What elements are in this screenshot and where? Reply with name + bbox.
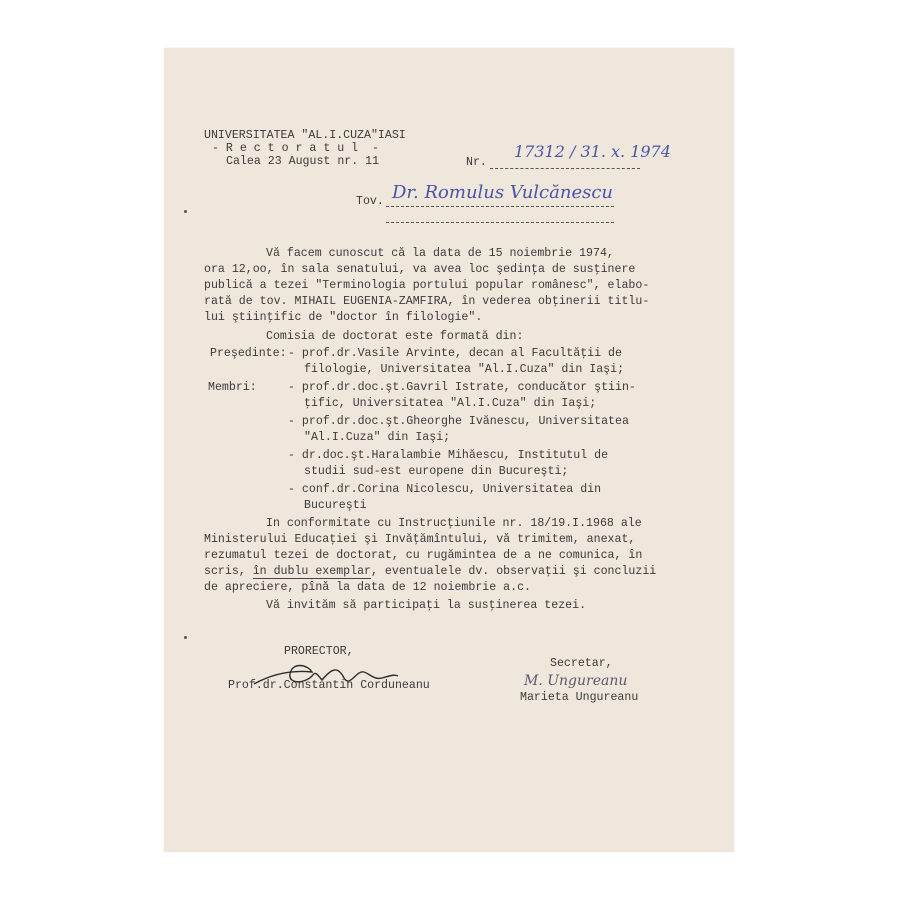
secretary-title: Secretar, xyxy=(550,657,613,670)
body-line: ora 12,oo, în sala senatului, va avea loc şedinţa de susţinere xyxy=(204,263,636,276)
body-line xyxy=(204,566,656,578)
body-line: publică a tezei "Terminologia portului popular românesc", elabo- xyxy=(204,279,650,292)
committee-member-detail: filologie, Universitatea "Al.I.Cuza" din Iaşi; xyxy=(304,363,625,376)
committee-member: - prof.dr.Vasile Arvinte, decan al Facultăţii de xyxy=(288,347,622,360)
addressee-name-handwritten: Dr. Romulus Vulcănescu xyxy=(392,182,614,203)
body-line: Vă facem cunoscut că la data de 15 noiembrie 1974, xyxy=(266,247,614,260)
body-line: de apreciere, pînă la data de 12 noiembrie a.c. xyxy=(204,581,531,594)
committee-intro: Comisia de doctorat este formată din: xyxy=(266,330,524,343)
body-line: Vă invităm să participaţi la susţinerea tezei. xyxy=(266,599,587,612)
underlined-text: în dublu exemplar xyxy=(252,565,371,578)
punch-mark xyxy=(184,636,187,639)
rectorate-label: - R e c t o r a t u l - xyxy=(212,142,379,155)
body-text: , eventualele dv. observaţii şi concluzii xyxy=(370,565,657,578)
document-page xyxy=(164,48,734,852)
body-line: In conformitate cu Instrucţiunile nr. 18/19.I.1968 ale xyxy=(266,517,642,530)
body-line: lui ştiinţific de "doctor în filologie". xyxy=(204,311,483,324)
reference-number-handwritten: 17312 / 31. x. 1974 xyxy=(514,142,671,161)
addressee-dashed-line-1 xyxy=(386,206,614,207)
committee-member-detail: studii sud-est europene din Bucureşti; xyxy=(304,465,569,478)
committee-member: - dr.doc.şt.Haralambie Mihăescu, Institutul de xyxy=(288,449,609,462)
committee-member: - conf.dr.Corina Nicolescu, Universitatea din xyxy=(288,483,602,496)
punch-mark xyxy=(184,210,187,213)
body-line: rezumatul tezei de doctorat, cu rugămintea de a ne comunica, în xyxy=(204,549,643,562)
body-line: Ministerului Educaţiei şi Invăţămîntului, vă trimitem, anexat, xyxy=(204,533,636,546)
prorector-name: Prof.dr.Constantin Corduneanu xyxy=(228,679,430,692)
reference-label: Nr. xyxy=(466,156,487,169)
body-text: scris, xyxy=(204,565,253,578)
prorector-title: PRORECTOR, xyxy=(284,645,354,658)
committee-member: - prof.dr.doc.şt.Gheorghe Ivănescu, Universitatea xyxy=(288,415,629,428)
reference-dashed-line xyxy=(490,168,640,169)
addressee-label: Tov. xyxy=(356,195,384,208)
members-label: Membri: xyxy=(208,381,257,394)
addressee-dashed-line-2 xyxy=(386,222,614,223)
committee-member: - prof.dr.doc.şt.Gavril Istrate, conducător ştiin- xyxy=(288,381,636,394)
committee-member-detail: ţific, Universitatea "Al.I.Cuza" din Iaşi; xyxy=(304,397,597,410)
body-line: rată de tov. MIHAIL EUGENIA-ZAMFIRA, în vederea obţinerii titlu- xyxy=(204,295,650,308)
university-address: Calea 23 August nr. 11 xyxy=(226,155,380,168)
secretary-signature: M. Ungureanu xyxy=(524,673,628,689)
committee-member-detail: "Al.I.Cuza" din Iaşi; xyxy=(304,431,451,444)
university-name: UNIVERSITATEA "AL.I.CUZA"IASI xyxy=(204,129,406,142)
president-label: Preşedinte: xyxy=(210,347,287,360)
committee-member-detail: Bucureşti xyxy=(304,499,367,512)
secretary-name: Marieta Ungureanu xyxy=(520,691,639,704)
